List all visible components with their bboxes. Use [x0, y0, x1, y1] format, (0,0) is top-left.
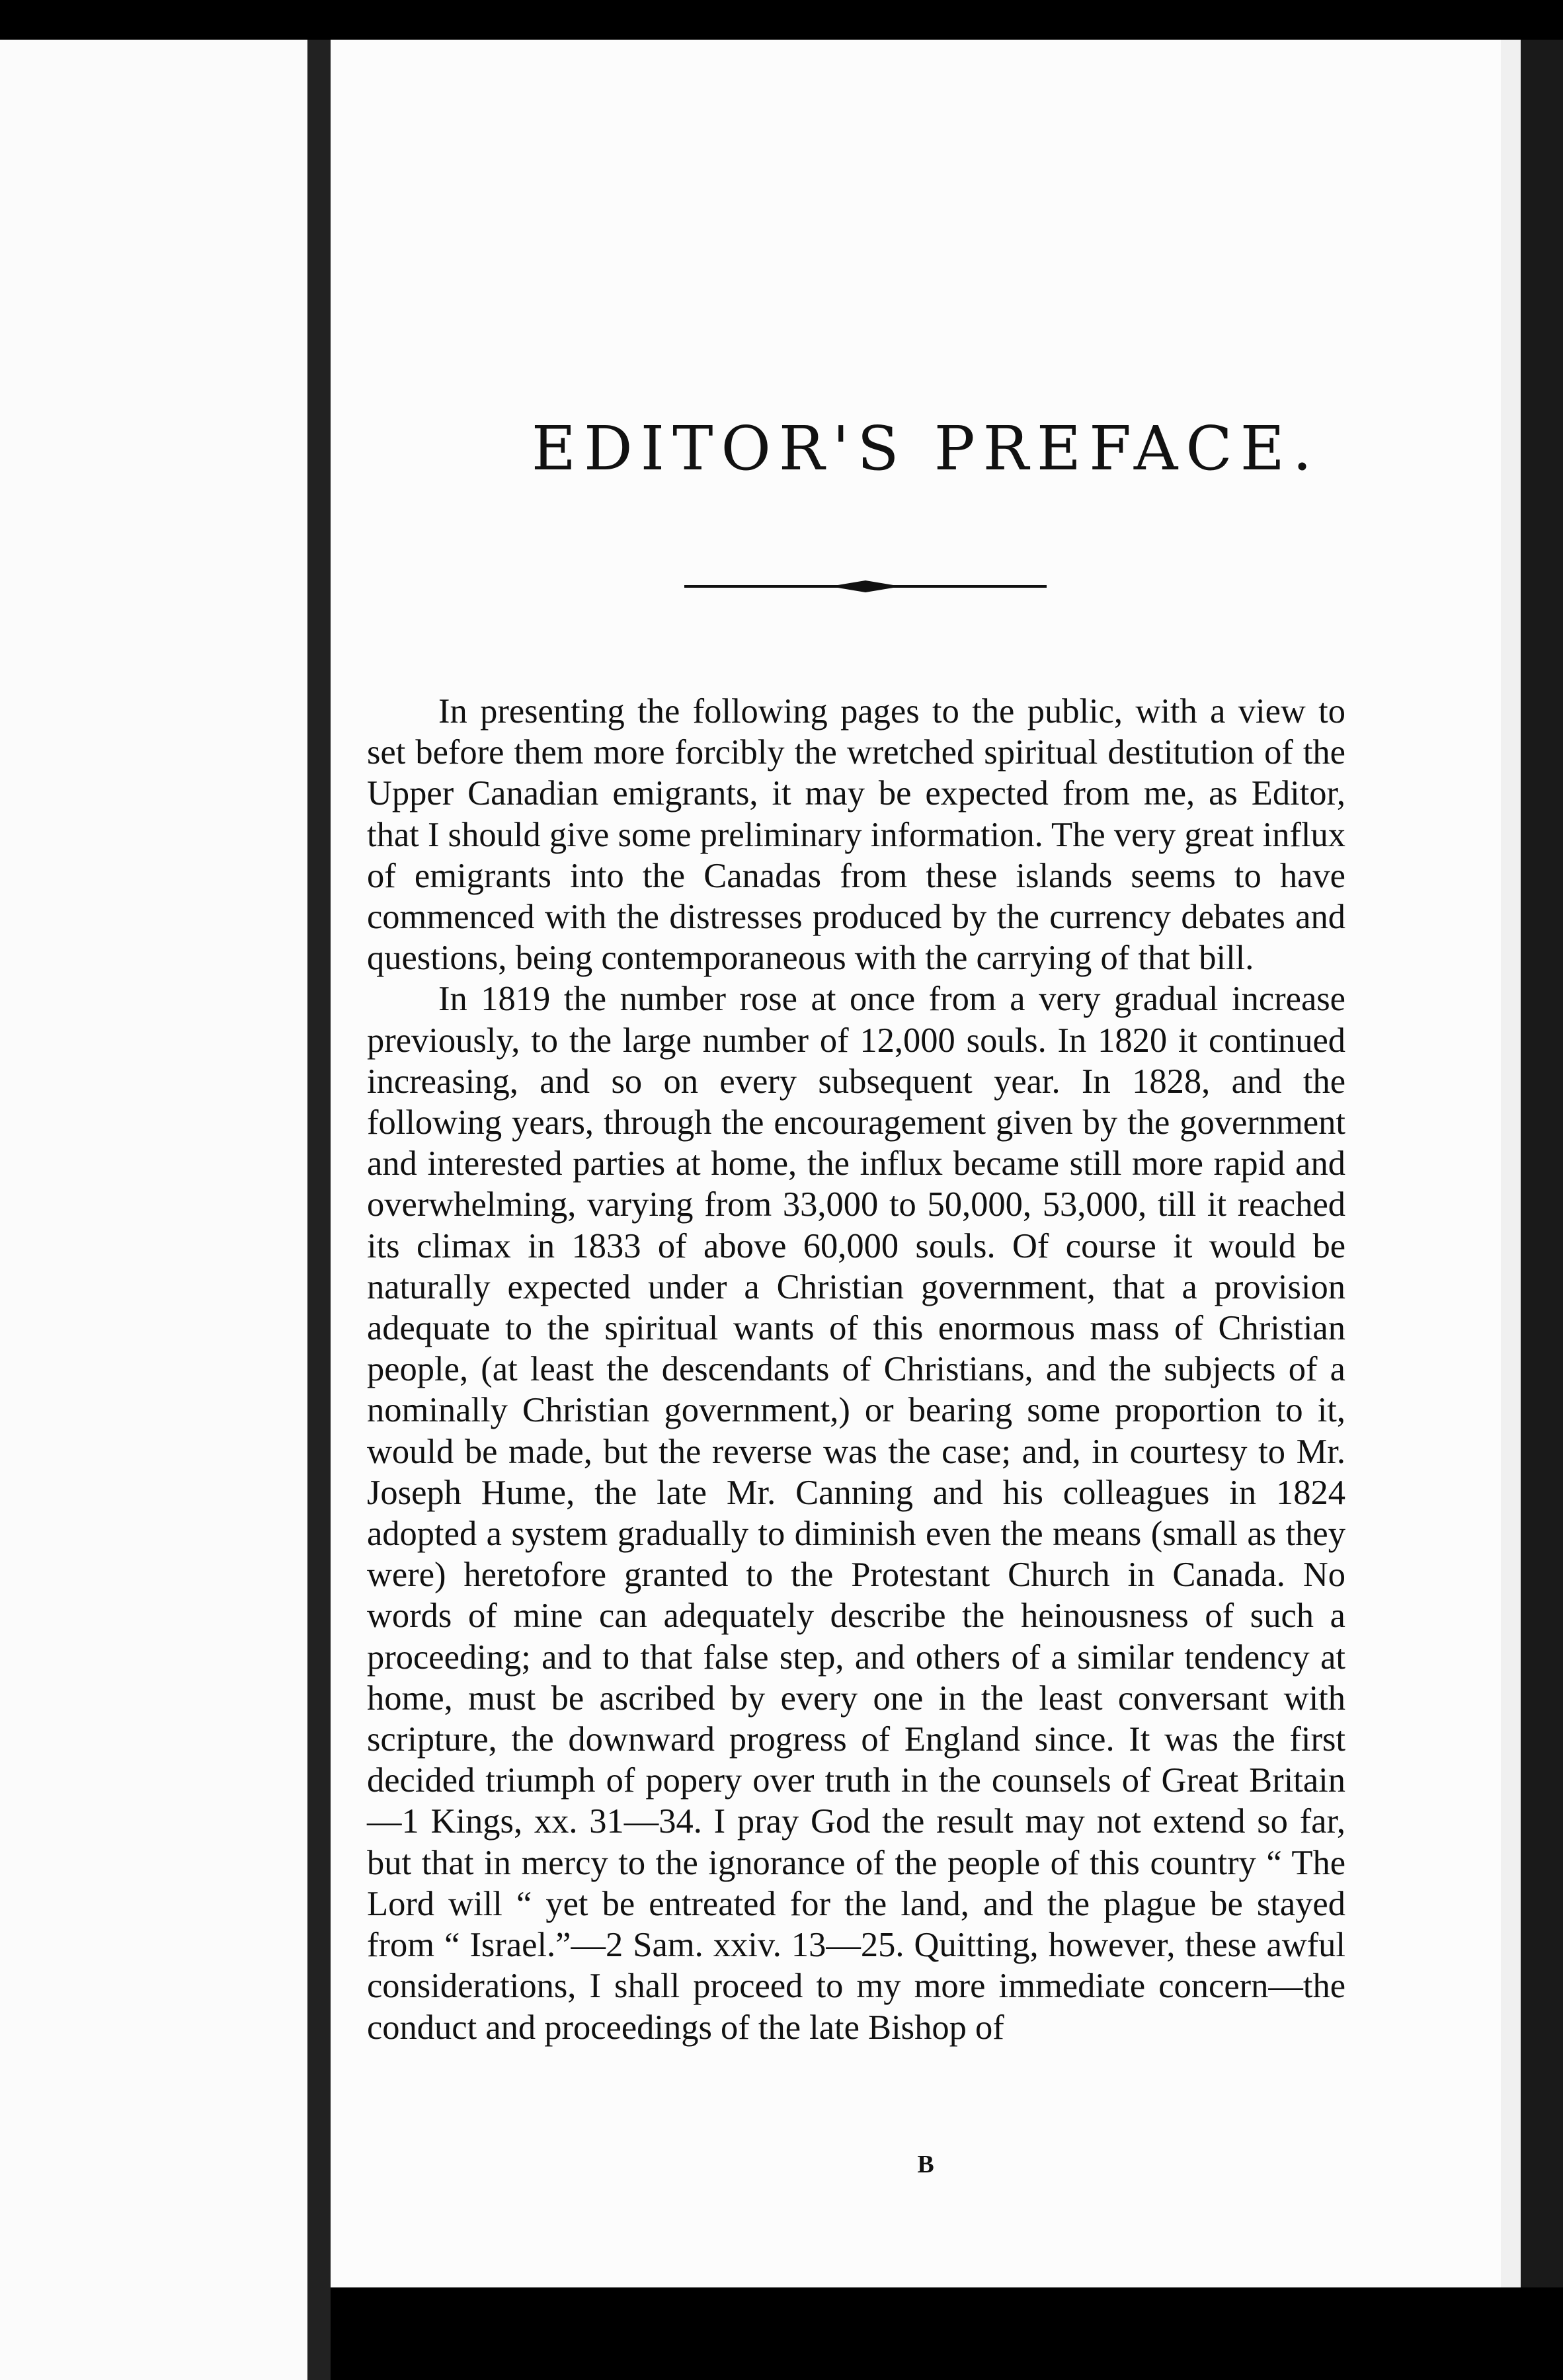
signature-mark: B — [917, 2151, 934, 2178]
facing-page — [0, 40, 307, 2380]
preface-body — [367, 691, 1345, 2048]
book-page — [331, 40, 1521, 2287]
page-edge — [1521, 40, 1563, 2287]
paragraph-1: In presenting the following pages to the public, with a view to set before them more forcibly the wretched spiritual destitution of the Upper Canadian emigrants, it may be expected from me, as Editor, that I should give some preliminary information. The very great influx of emigrants into the Canadas from these islands seems to have commenced with the distresses produced by the currency debates and questions, being contemporaneous with the carrying of that bill. — [367, 692, 1345, 978]
ornamental-rule — [684, 578, 1047, 594]
page-title: EDITOR'S PREFACE. — [531, 413, 1320, 484]
paragraph-2: In 1819 the number rose at once from a very gradual increase previously, to the large number of 12,000 souls. In 1820 it continued increasing, and so on every subsequent year. In 1828, and the following years, through the encouragement given by the government and interested parties at home, the influx became still more rapid and overwhelming, varying from 33,000 to 50,000, 53,000, till it reached its climax in 1833 of above 60,000 souls. Of course it would be naturally expected under a Christian government, that a provision adequate to the spiritual wants of this enormous mass of Christian people, (at least the descendants of Christians, and the subjects of a nominally Christian government,) or bearing some proportion to it, would be made, but the reverse was the case; and, in courtesy to Mr. Joseph Hume, the late Mr. Canning and his colleagues in 1824 adopted a system gradually to diminish even the means (small as they were) heretofore granted to the Protestant Church in Canada. No words of mine can adequately describe the heinousness of such a proceeding; and to that false step, and others of a similar tendency at home, must be ascribed by every one in the least conversant with scripture, the downward progress of England since. It was the first decided triumph of popery over truth in the counsels of Great Britain—1 Kings, xx. 31—34. I pray God the result may not extend so far, but that in mercy to the ignorance of the people of this country “ The Lord will “ yet be entreated for the land, and the plague be stayed from “ Israel.”—2 Sam. xxiv. 13—25. Quitting, however, these awful considerations, I shall proceed to my more immediate concern—the conduct and proceedings of the late Bishop of — [367, 980, 1345, 2047]
book-gutter — [307, 40, 331, 2380]
